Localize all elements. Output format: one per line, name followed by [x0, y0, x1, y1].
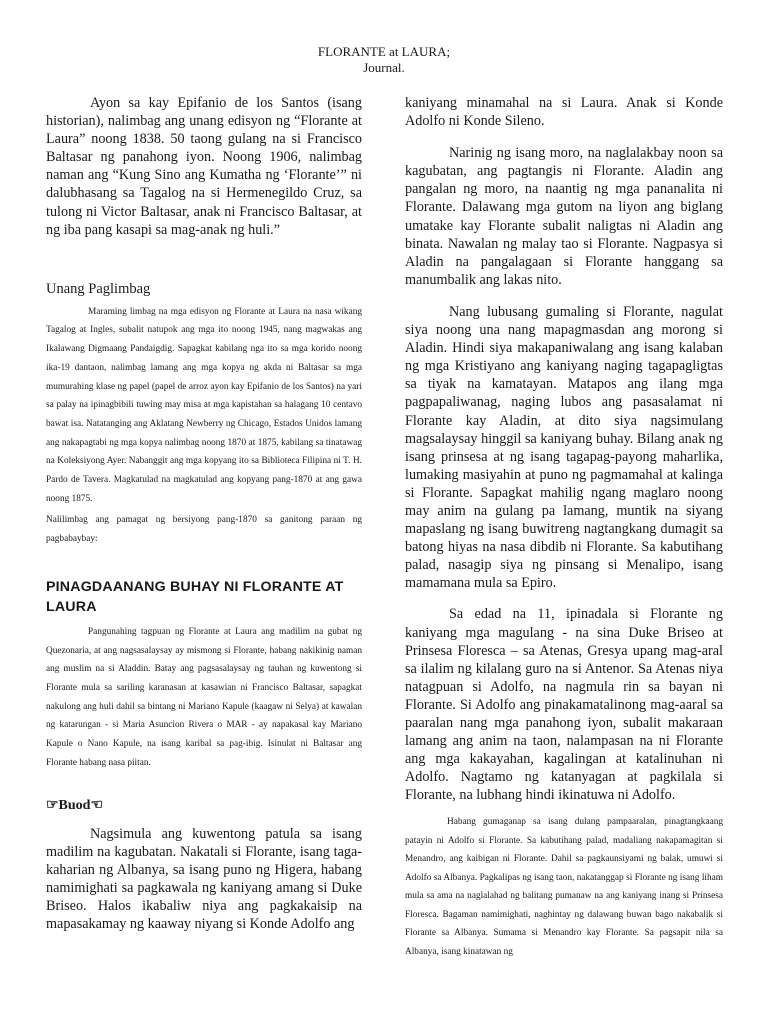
document-title: FLORANTE at LAURA;: [317, 44, 451, 59]
narinig-paragraph: Narinig ng isang moro, na naglalakbay noon sa kagubatan, ang pagtangis ni Florante. Aladin ang pangalan ng moro, na naantig ng mga pananalita ni Florante. Dalawang mga gutom na liyon ang biglang umatake kay Florante subalit naligtas ni Aladin ang binata. Nawalan ng malay tao si Florante. Nagpasya si Aladin na pangalagaan si Florante hanggang sa manumbalik ang lakas nito.: [405, 145, 723, 288]
buod-paragraph: Nagsimula ang kuwentong patula sa isang madilim na kagubatan. Nakatali si Florante, isang taga-kaharian ng Albanya, sa isang puno ng Higera, habang namimighati sa pagkawala ng kaniyang amang si Duke Briseo. Halos ikabaliw niya ang pagkakaisip na mapasakamay ng kaaway niyang si Konde Adolfo ang: [46, 825, 362, 932]
pinagdaanang-buhay-paragraph: Pangunahing tagpuan ng Florante at Laura ang madilim na gubat ng Quezonaria, at ang nagsasalaysay ay mismong si Florante, habang nakikinig naman ang muslim na si Aladdin. Batay ang pagsasalaysay ng tauhan ng kuwentong si Florante mula sa sariling karanasan at kasawian ni Francisco Baltasar, sapagkat nakulong ang huli dahil sa bintang ni Mariano Kapule (kaagaw ni Selya) at kawalan ng katarungan - si Maria Asuncion Rivera o MAR - ay napakasal kay Mariano Kapule o Nano Kapule, na isang karibal sa pag-ibig. Isinulat ni Baltasar ang Florante habang nasa piitan.: [46, 626, 362, 768]
sa-edad-paragraph: Sa edad na 11, ipinadala si Florante ng kaniyang mga magulang - na sina Duke Briseo at Prinsesa Floresca – sa Atenas, Gresya upang mag-aral sa ilalim ng kilalang guro na si Antenor. Sa Atenas niya natagpuan si Adolfo, na nagmula rin sa bayan ni Florante. Si Adolfo ang pinakamatalinong mag-aaral sa paaralan nang mga panahong iyon, subalit makaraan lamang ang anim na taon, nalampasan na ni Florante ang mga kakayahan, kagalingan at katalinuhan ni Adolfo. Nagtamo ng katanyagan at pagkilala si Florante, na lubhang hindi ikinatuwa ni Adolfo.: [405, 606, 723, 804]
page-header: [0, 44, 768, 76]
left-column: [46, 94, 362, 933]
pinagdaanang-buhay-heading: PINAGDAANANG BUHAY NI FLORANTE AT LAURA: [46, 578, 344, 615]
unang-paglimbag-paragraph: Maraming limbag na mga edisyon ng Florante at Laura na nasa wikang Tagalog at Ingles, subalit natupok ang mga ito noong 1945, nang magwakas ang Ikalawang Digmaang Pandaigdig. Sapagkat kabilang nga ito sa mga korido noong ika-19 dantaon, nalimbag lamang ang mga kopya ng akda ni Baltasar sa mga mumurahing klase ng papel (papel de arroz ayon kay Epifanio de los Santos) na yari sa palay na ipinagbibili tuwing may misa at mga kapistahan sa halagang 10 centavo bawat isa. Natatanging ang Aklatang Newberry ng Chicago, Estados Unidos lamang ang nakapagtabi ng mga kopya nalimbag noong 1870 at 1875, kabilang sa tinatawag na Koleksiyong Ayer. Nabanggit ang mga kopyang ito sa Biblioteca Filipina ni T. H. Pardo de Tavera. Magkatulad na magkatulad ang kopyang pang-1870 at ang gawa noong 1875.: [46, 306, 362, 504]
pamagat-paragraph: Nalilimbag ang pamagat ng bersiyong pang-1870 sa ganitong paraan ng pagbabaybay:: [46, 515, 362, 545]
intro-paragraph: Ayon sa kay Epifanio de los Santos (isang historian), nalimbag ang unang edisyon ng “Florante at Laura” noong 1838. 50 taong gulang na si Francisco Baltasar ng panahong iyon. Noong 1906, nalimbag naman ang “Kung Sino ang Kumatha ng ‘Florante’” ni dalubhasang sa Tagalog na si Hermenegildo Cruz, sa tulong ni Victor Baltasar, anak ni Francisco Baltasar, at ng iba pang kasapi sa mag-anak ng huli.”: [46, 95, 362, 238]
nang-lubusang-paragraph: Nang lubusang gumaling si Florante, nagulat siya noong una nang mapagmasdan ang morong si Aladin. Hindi siya makapaniwalang ang isang kalaban ng mga Kristiyano ang kaniyang naging tagapagligtas sa tiyak na kamatayan. Matapos ang ilang mga pagpapaliwanag, naging lubos ang pasasalamat ni Florante kay Aladin, at dito siya nagsimulang magsalaysay hinggil sa kaniyang buhay. Bilang anak ng isang prinsesa at ng isang tagapag-payong maharlika, lumaking masiyahin at puno ng pagmamahal at kalinga si Florante. Sapagkat mahilig ngang maglaro noong may anim na gulang pa lamang, muntik na siyang mapaslang ng isang buwitreng nagtangkang dumagit sa batong hiyas na nasa dibdib ni Florante. Sa kabutihang palad, nasagip siya ng pinsang si Menalipo, isang mamamana mula sa Epiro.: [405, 303, 723, 592]
habang-gumaganap-paragraph: Habang gumaganap sa isang dulang pampaaralan, pinagtangkaang patayin ni Adolfo si Florante. Sa kabutihang palad, madaliang nakapamagitan si Menandro, ang kaibigan ni Florante. Dahil sa pagkaunsiyami ng balak, umuwi si Adolfo sa Albanya. Pagkalipas ng isang taon, nakatanggap si Florante ng isang liham mula sa ama na naglalahad ng balitang pumanaw na ang kaniyang inang si Prinsesa Floresca. Bagaman namimighati, naghintay ng dalawang buwan bago nakabalik si Florante sa Albanya. Sumama si Menandro kay Florante. Sa pagsapit nila sa Albanya, isang kinatawan ng: [405, 817, 723, 957]
continuation-paragraph: kaniyang minamahal na si Laura. Anak si Konde Adolfo ni Konde Sileno.: [405, 95, 723, 130]
right-column: [405, 94, 723, 961]
document-subtitle: Journal.: [363, 60, 405, 75]
unang-paglimbag-heading: Unang Paglimbag: [46, 280, 151, 297]
buod-heading: ☞Buod☜: [46, 797, 104, 813]
